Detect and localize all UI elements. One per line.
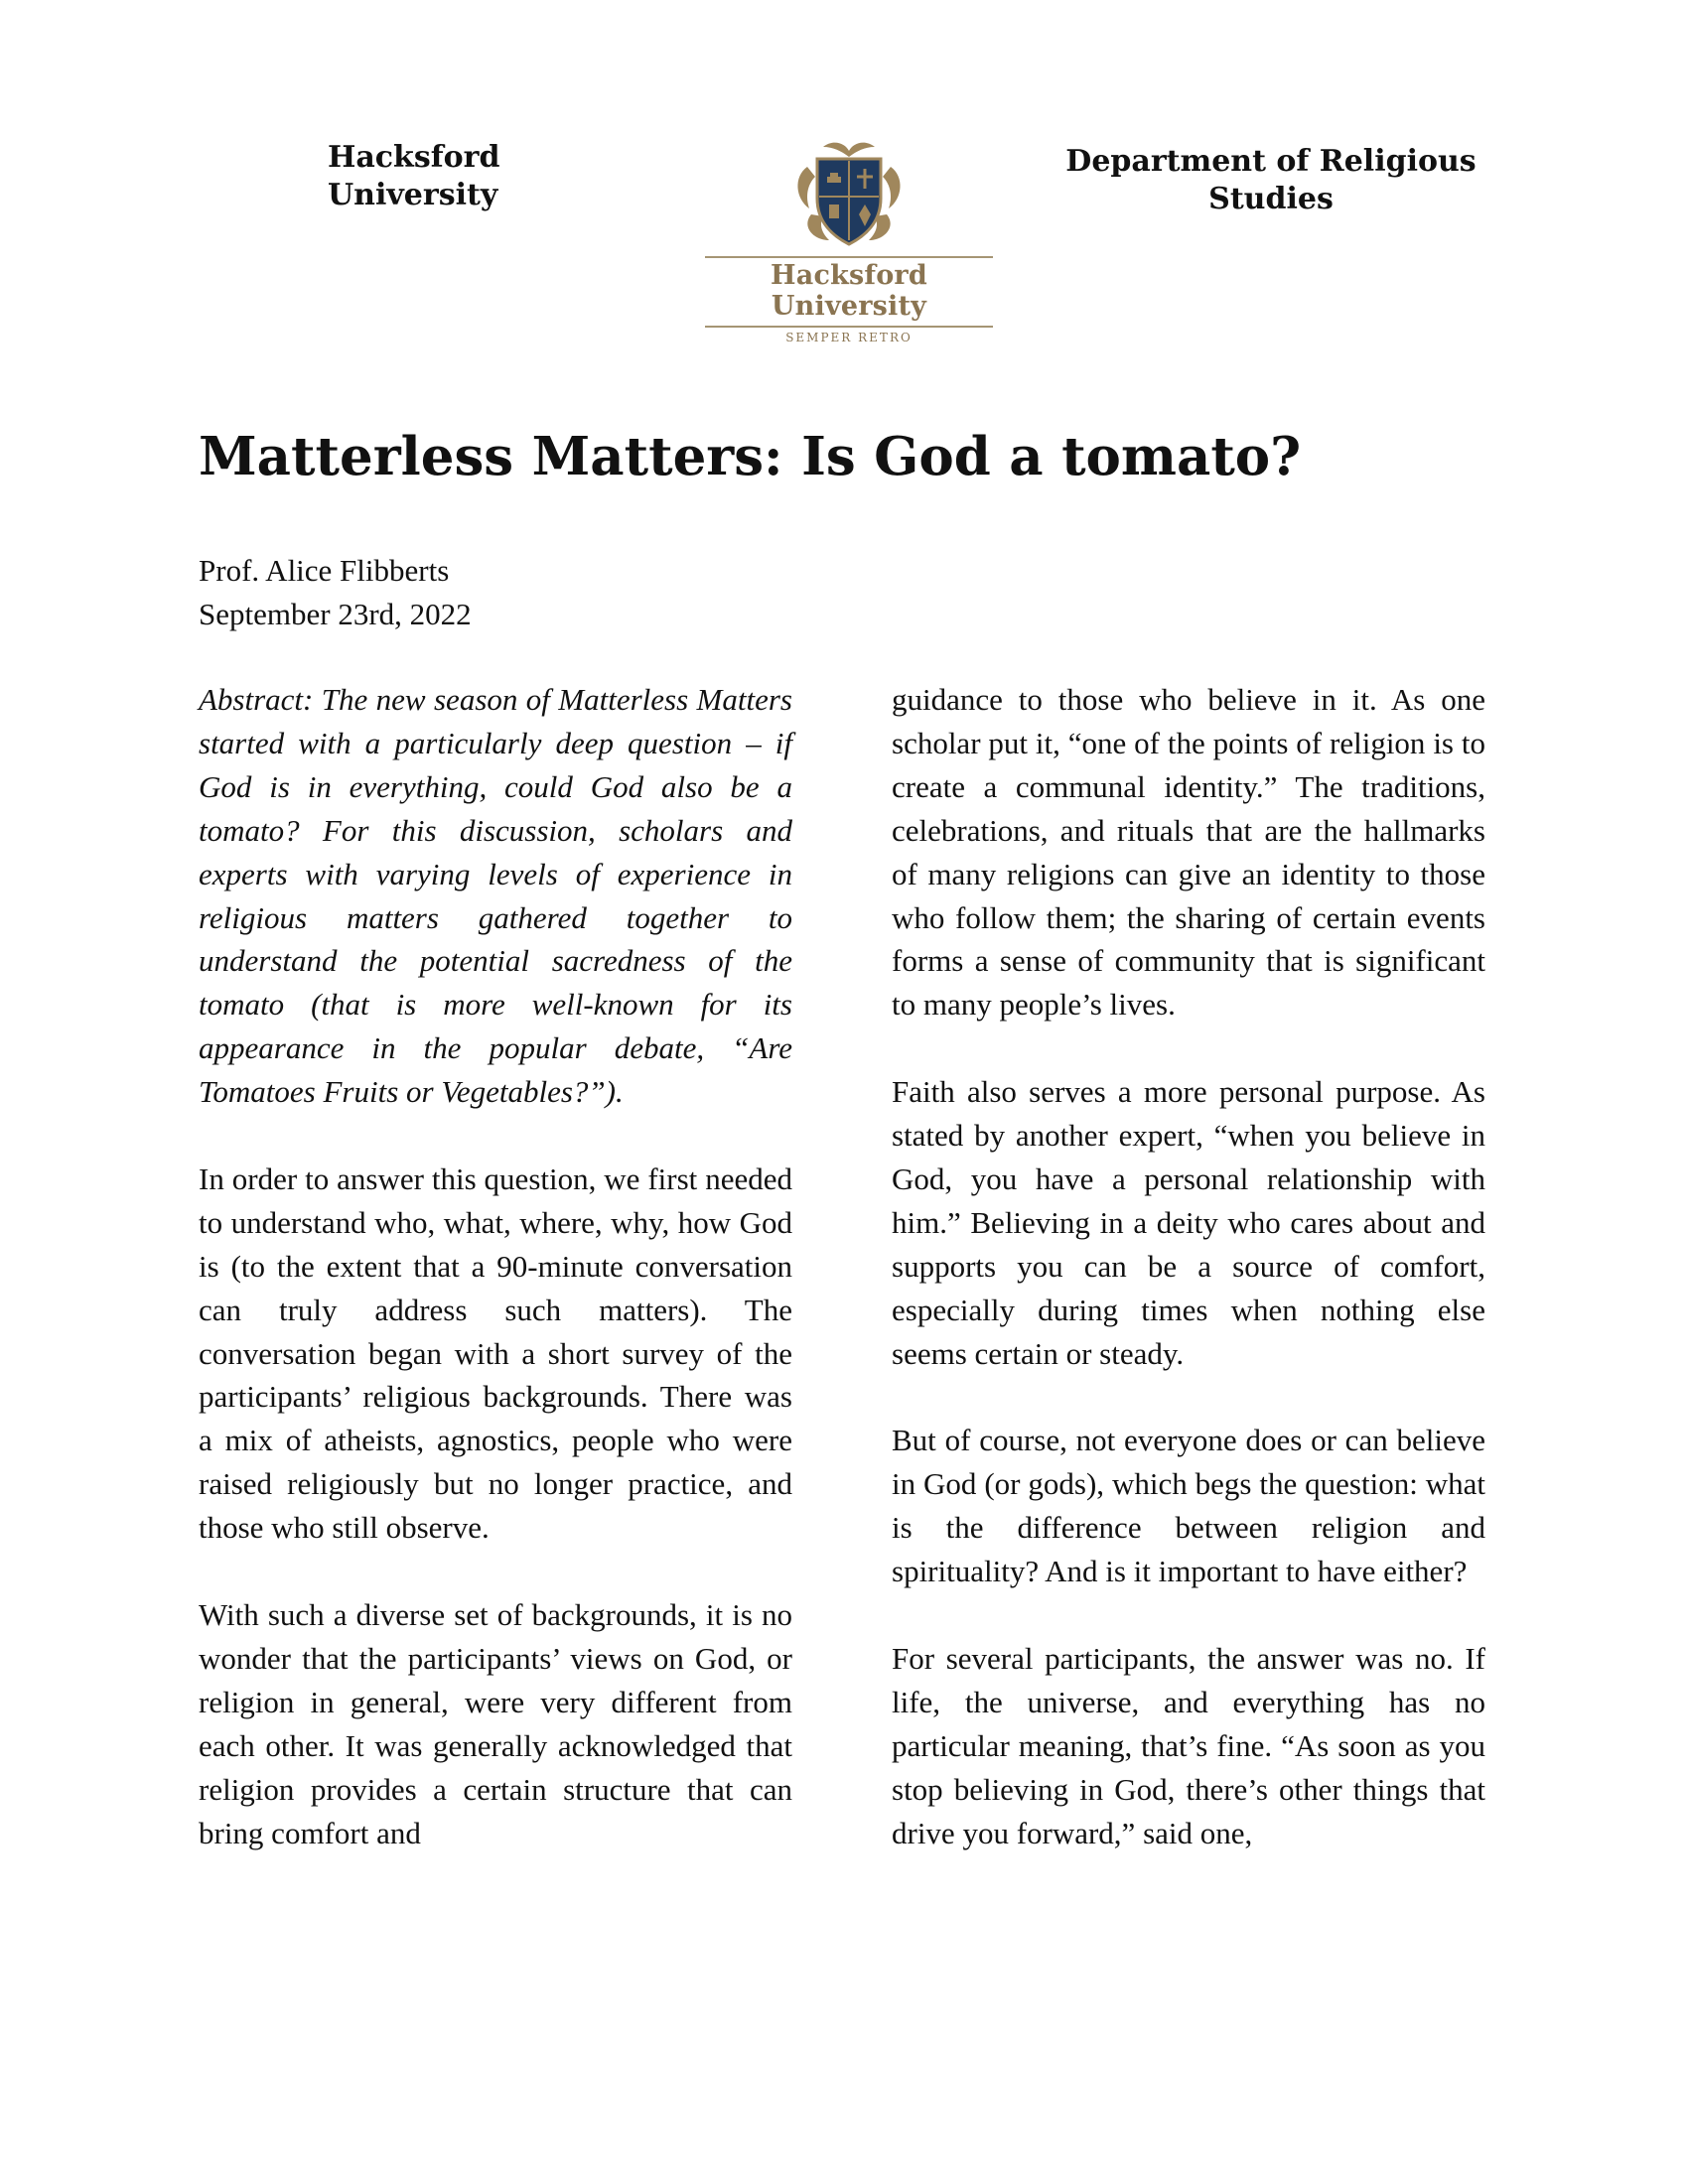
university-name (328, 139, 566, 214)
body-paragraph: In order to answer this question, we first needed to understand who, what, where, why, how God is (to the extent that a 90-minute conversation can truly address such matters). The conversation began with a short survey of the participants’ religious backgrounds. There was a mix of atheists, agnostics, people who were raised religiously but no longer practice, and those who still observe. (199, 1160, 792, 1546)
logo-wordmark: Hacksford University (705, 256, 993, 328)
logo-motto: SEMPER RETRO (785, 331, 913, 344)
article-meta (199, 549, 472, 636)
left-column (199, 678, 792, 1898)
university-logo (700, 137, 998, 344)
body-paragraph: Faith also serves a more personal purpose. As stated by another expert, “when you believe in God, you have a personal relationship with him.” Believing in a deity who cares about and supports you can be a source of comfort, especially during times when nothing else seems certain or steady. (892, 1074, 1485, 1371)
university-name-line2: University (328, 178, 498, 212)
body-paragraph: But of course, not everyone does or can believe in God (or gods), which begs the question: what is the difference between religion and spirituality? And is it important to have either? (892, 1423, 1485, 1589)
department-name-line2: Studies (1208, 182, 1334, 216)
university-name-line1: Hacksford (328, 140, 500, 175)
right-column (892, 678, 1485, 1898)
body-paragraph: With such a diverse set of backgrounds, it is no wonder that the participants’ views on God, or religion in general, were very different from each other. It was generally acknowledged that religion provides a certain structure that can bring comfort and (199, 1597, 792, 1850)
author-name: Prof. Alice Flibberts (199, 553, 450, 588)
publication-date: September 23rd, 2022 (199, 597, 472, 631)
abstract-paragraph: Abstract: The new season of Matterless Matters started with a particularly deep question – if God is in everything, could God also be a tomato? For this discussion, scholars and experts with varying levels of experience in religious matters gathered together to understand the potential sacredness of the tomato (that is more well-known for its appearance in the popular debate, “Are Tomatoes Fruits or Vegetables?”). (199, 682, 792, 1110)
body-paragraph: For several participants, the answer was no. If life, the universe, and everything has no particular meaning, that’s fine. “As soon as you stop believing in God, there’s other things that drive you forward,” said one, (892, 1640, 1485, 1850)
article-title: Matterless Matters: Is God a tomato? (199, 426, 1302, 487)
body-paragraph: guidance to those who believe in it. As one scholar put it, “one of the points of religion is to create a communal identity.” The traditions, celebrations, and rituals that are the hallmarks of many religions can give an identity to those who follow them; the sharing of certain events forms a sense of community that is significant to many people’s lives. (892, 682, 1485, 1023)
department-name (1053, 143, 1489, 218)
department-name-line1: Department of Religious (1065, 144, 1477, 179)
university-crest-icon (789, 137, 909, 256)
